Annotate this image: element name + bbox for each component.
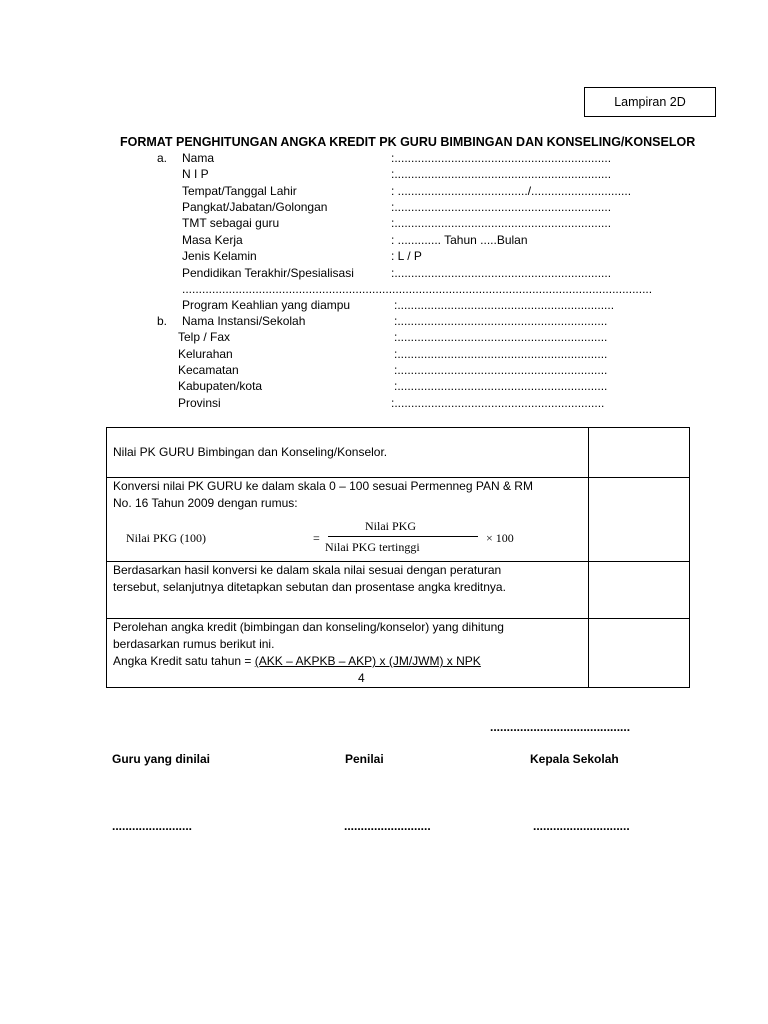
row-konversi xyxy=(107,478,589,562)
field-value-program-keahlian[interactable]: :................................................................. xyxy=(394,298,615,312)
angka-kredit-prefix: Angka Kredit satu tahun = xyxy=(113,654,255,668)
field-value-kabupaten[interactable]: :............................................................... xyxy=(394,379,608,393)
row-sebutan-line1: Berdasarkan hasil konversi ke dalam skala nilai sesuai dengan peraturan xyxy=(113,563,502,577)
signature-label-kepala-sekolah: Kepala Sekolah xyxy=(530,752,619,766)
field-value-jenis-kelamin[interactable]: : L / P xyxy=(391,249,422,263)
row-angka-kredit-line3 xyxy=(113,653,582,670)
field-label-masa-kerja: Masa Kerja xyxy=(182,233,243,247)
lampiran-box xyxy=(584,87,716,117)
lampiran-label: Lampiran 2D xyxy=(614,95,686,109)
signature-line-penilai[interactable]: .......................... xyxy=(344,819,431,833)
field-value-pangkat[interactable]: :................................................................. xyxy=(391,200,612,214)
table-row xyxy=(107,428,690,478)
value-cell-sebutan[interactable] xyxy=(589,562,690,619)
row-angka-kredit-line2: berdasarkan rumus berikut ini. xyxy=(113,637,275,651)
formula-times: × 100 xyxy=(486,531,514,545)
angka-kredit-formula: (AKK – AKPKB – AKP) x (JM/JWM) x NPK xyxy=(254,654,481,668)
field-label-jenis-kelamin: Jenis Kelamin xyxy=(182,249,257,263)
row-nilai-pk-text: Nilai PK GURU Bimbingan dan Konseling/Konselor. xyxy=(113,445,388,459)
field-value-nip[interactable]: :................................................................. xyxy=(391,167,612,181)
section-a-marker: a. xyxy=(157,151,168,165)
field-value-kecamatan[interactable]: :............................................................... xyxy=(394,363,608,377)
signature-line-kepala-sekolah[interactable]: ............................. xyxy=(533,819,630,833)
row-nilai-pk xyxy=(107,428,589,478)
field-label-nama: Nama xyxy=(182,151,215,165)
row-angka-kredit xyxy=(107,619,589,688)
section-b-marker: b. xyxy=(157,314,168,328)
value-cell-nilai-pk[interactable] xyxy=(589,428,690,478)
signature-label-penilai: Penilai xyxy=(345,752,384,766)
angka-kredit-divisor: 4 xyxy=(358,671,365,685)
row-konversi-line2: No. 16 Tahun 2009 dengan rumus: xyxy=(113,496,298,510)
score-table xyxy=(106,427,690,688)
field-value-provinsi[interactable]: :............................................................... xyxy=(391,396,605,410)
field-label-program-keahlian: Program Keahlian yang diampu xyxy=(182,298,351,312)
place-date-dots[interactable]: .......................................... xyxy=(490,720,631,734)
field-value-instansi[interactable]: :............................................................... xyxy=(394,314,608,328)
field-label-nip: N I P xyxy=(182,167,209,181)
field-label-pangkat: Pangkat/Jabatan/Golongan xyxy=(182,200,328,214)
pendidikan-continuation[interactable]: ............................................................................................................................................. xyxy=(182,282,653,296)
signature-label-guru: Guru yang dinilai xyxy=(112,752,211,766)
field-value-masa-kerja[interactable]: : ............. Tahun .....Bulan xyxy=(391,233,528,247)
formula-denominator: Nilai PKG tertinggi xyxy=(325,540,420,554)
formula-fraction-line xyxy=(328,536,478,537)
formula-numerator: Nilai PKG xyxy=(365,519,416,533)
field-value-pendidikan[interactable]: :................................................................. xyxy=(391,266,612,280)
formula-lhs: Nilai PKG (100) xyxy=(126,531,206,545)
field-value-kelurahan[interactable]: :............................................................... xyxy=(394,347,608,361)
field-label-kabupaten: Kabupaten/kota xyxy=(178,379,263,393)
field-label-kelurahan: Kelurahan xyxy=(178,347,233,361)
field-label-kecamatan: Kecamatan xyxy=(178,363,239,377)
row-sebutan xyxy=(107,562,589,619)
field-value-telp[interactable]: :............................................................... xyxy=(394,330,608,344)
field-value-nama[interactable]: :................................................................. xyxy=(391,151,612,165)
table-row xyxy=(107,478,690,562)
field-label-provinsi: Provinsi xyxy=(178,396,221,410)
row-sebutan-line2: tersebut, selanjutnya ditetapkan sebutan dan prosentase angka kreditnya. xyxy=(113,580,506,594)
field-label-ttl: Tempat/Tanggal Lahir xyxy=(182,184,297,198)
value-cell-angka-kredit[interactable] xyxy=(589,619,690,688)
table-row xyxy=(107,619,690,688)
document-title: FORMAT PENGHITUNGAN ANGKA KREDIT PK GURU BIMBINGAN DAN KONSELING/KONSELOR xyxy=(120,135,696,149)
field-label-tmt: TMT sebagai guru xyxy=(182,216,280,230)
row-angka-kredit-line1: Perolehan angka kredit (bimbingan dan konseling/konselor) yang dihitung xyxy=(113,620,504,634)
field-label-instansi: Nama Instansi/Sekolah xyxy=(182,314,306,328)
konversi-formula xyxy=(113,512,582,556)
formula-equals: = xyxy=(313,531,320,545)
field-label-telp: Telp / Fax xyxy=(178,330,231,344)
table-row xyxy=(107,562,690,619)
signature-line-guru[interactable]: ........................ xyxy=(112,819,193,833)
value-cell-konversi[interactable] xyxy=(589,478,690,562)
field-value-tmt[interactable]: :................................................................. xyxy=(391,216,612,230)
field-value-ttl[interactable]: : ......................................./.............................. xyxy=(391,184,632,198)
field-label-pendidikan: Pendidikan Terakhir/Spesialisasi xyxy=(182,266,354,280)
row-konversi-line1: Konversi nilai PK GURU ke dalam skala 0 – 100 sesuai Permenneg PAN & RM xyxy=(113,479,533,493)
